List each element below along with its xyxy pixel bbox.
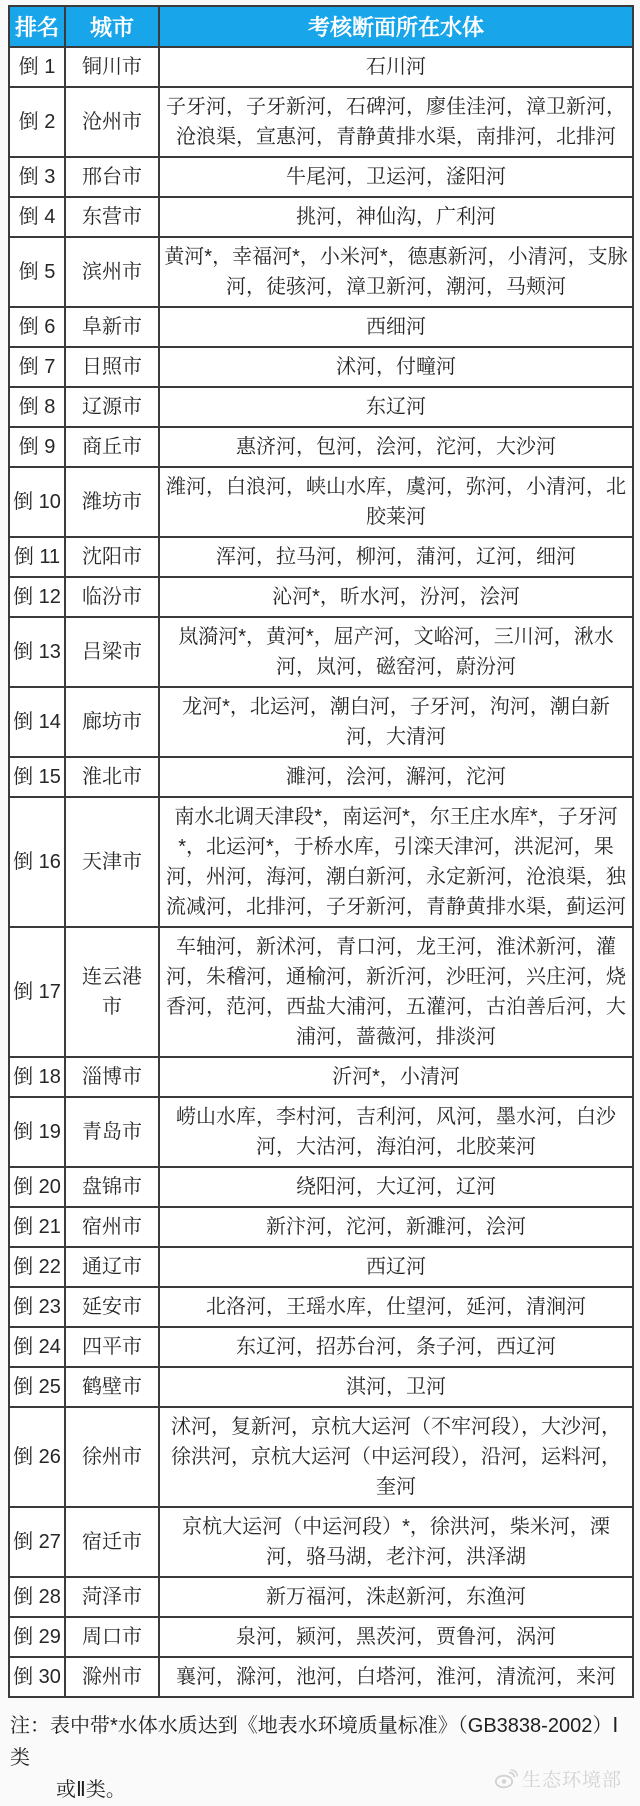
waters-cell: 泉河，颍河，黑茨河，贾鲁河，涡河 xyxy=(159,1617,633,1657)
rank-cell: 倒 28 xyxy=(9,1577,65,1617)
ranking-table xyxy=(8,5,634,1698)
rank-cell: 倒 3 xyxy=(9,157,65,197)
city-cell: 徐州市 xyxy=(65,1407,159,1507)
waters-cell: 濉河，浍河，澥河，沱河 xyxy=(159,757,633,797)
city-cell: 鹤壁市 xyxy=(65,1367,159,1407)
waters-cell: 牛尾河，卫运河，滏阳河 xyxy=(159,157,633,197)
rank-cell: 倒 14 xyxy=(9,687,65,757)
waters-cell: 挑河，神仙沟，广利河 xyxy=(159,197,633,237)
waters-cell: 京杭大运河（中运河段）*，徐洪河，柴米河，溧河，骆马湖，老汴河，洪泽湖 xyxy=(159,1507,633,1577)
waters-cell: 潍河，白浪河，峡山水库，虞河，弥河，小清河，北胶莱河 xyxy=(159,467,633,537)
rank-cell: 倒 24 xyxy=(9,1327,65,1367)
waters-cell: 东辽河 xyxy=(159,387,633,427)
table-row xyxy=(9,687,633,757)
header-rank: 排名 xyxy=(9,6,65,47)
city-cell: 菏泽市 xyxy=(65,1577,159,1617)
table-row xyxy=(9,197,633,237)
table-row xyxy=(9,387,633,427)
table-row xyxy=(9,1407,633,1507)
waters-cell: 沂河*，小清河 xyxy=(159,1057,633,1097)
rank-cell: 倒 9 xyxy=(9,427,65,467)
city-cell: 盘锦市 xyxy=(65,1167,159,1207)
table-row xyxy=(9,927,633,1057)
city-cell: 沧州市 xyxy=(65,87,159,157)
waters-cell: 黄河*，幸福河*，小米河*，德惠新河，小清河，支脉河，徒骇河，漳卫新河，潮河，马颊河 xyxy=(159,237,633,307)
weibo-logo-icon xyxy=(494,1769,518,1789)
rank-cell: 倒 13 xyxy=(9,617,65,687)
waters-cell: 龙河*，北运河，潮白河，子牙河，泃河，潮白新河，大清河 xyxy=(159,687,633,757)
table-row xyxy=(9,797,633,927)
waters-cell: 惠济河，包河，浍河，沱河，大沙河 xyxy=(159,427,633,467)
city-cell: 天津市 xyxy=(65,797,159,927)
city-cell: 廊坊市 xyxy=(65,687,159,757)
waters-cell: 沭河，付疃河 xyxy=(159,347,633,387)
city-cell: 沈阳市 xyxy=(65,537,159,577)
waters-cell: 北洛河，王瑶水库，仕望河，延河，清涧河 xyxy=(159,1287,633,1327)
rank-cell: 倒 6 xyxy=(9,307,65,347)
table-row xyxy=(9,307,633,347)
rank-cell: 倒 19 xyxy=(9,1097,65,1167)
city-cell: 滁州市 xyxy=(65,1657,159,1697)
rank-cell: 倒 5 xyxy=(9,237,65,307)
table-row xyxy=(9,237,633,307)
header-row xyxy=(9,6,633,47)
rank-cell: 倒 27 xyxy=(9,1507,65,1577)
waters-cell: 西辽河 xyxy=(159,1247,633,1287)
rank-cell: 倒 22 xyxy=(9,1247,65,1287)
table-row xyxy=(9,1507,633,1577)
footnote-line-2: 或Ⅱ类。 xyxy=(56,1779,126,1801)
rank-cell: 倒 25 xyxy=(9,1367,65,1407)
rank-cell: 倒 29 xyxy=(9,1617,65,1657)
table-row xyxy=(9,157,633,197)
waters-cell: 沭河，复新河，京杭大运河（不牢河段），大沙河，徐洪河，京杭大运河（中运河段），沿河，运料河，奎河 xyxy=(159,1407,633,1507)
city-cell: 青岛市 xyxy=(65,1097,159,1167)
rank-cell: 倒 7 xyxy=(9,347,65,387)
rank-cell: 倒 30 xyxy=(9,1657,65,1697)
waters-cell: 新汴河，沱河，新濉河，浍河 xyxy=(159,1207,633,1247)
rank-cell: 倒 10 xyxy=(9,467,65,537)
rank-cell: 倒 2 xyxy=(9,87,65,157)
header-waters: 考核断面所在水体 xyxy=(159,6,633,47)
rank-cell: 倒 1 xyxy=(9,47,65,87)
city-cell: 临汾市 xyxy=(65,577,159,617)
footnote-line-1: 注：表中带*水体水质达到《地表水环境质量标准》（GB3838-2002）Ⅰ类 xyxy=(10,1715,619,1769)
table-row xyxy=(9,1367,633,1407)
city-cell: 淮北市 xyxy=(65,757,159,797)
city-cell: 周口市 xyxy=(65,1617,159,1657)
table-row xyxy=(9,1657,633,1697)
waters-cell: 东辽河，招苏台河，条子河，西辽河 xyxy=(159,1327,633,1367)
table-row xyxy=(9,757,633,797)
table-row xyxy=(9,347,633,387)
waters-cell: 沁河*，昕水河，汾河，浍河 xyxy=(159,577,633,617)
rank-cell: 倒 21 xyxy=(9,1207,65,1247)
table-row xyxy=(9,1577,633,1617)
waters-cell: 子牙河，子牙新河，石碑河，廖佳洼河，漳卫新河，沧浪渠，宣惠河，青静黄排水渠，南排河，北排河 xyxy=(159,87,633,157)
table-row xyxy=(9,1287,633,1327)
rank-cell: 倒 20 xyxy=(9,1167,65,1207)
table-header xyxy=(9,6,633,47)
table-row xyxy=(9,617,633,687)
city-cell: 宿州市 xyxy=(65,1207,159,1247)
rank-cell: 倒 4 xyxy=(9,197,65,237)
rank-cell: 倒 26 xyxy=(9,1407,65,1507)
city-cell: 邢台市 xyxy=(65,157,159,197)
watermark xyxy=(494,1765,622,1792)
table-row xyxy=(9,577,633,617)
city-cell: 商丘市 xyxy=(65,427,159,467)
waters-cell: 绕阳河，大辽河，辽河 xyxy=(159,1167,633,1207)
watermark-text: 生态环境部 xyxy=(521,1770,622,1791)
city-cell: 通辽市 xyxy=(65,1247,159,1287)
city-cell: 延安市 xyxy=(65,1287,159,1327)
table-row xyxy=(9,1097,633,1167)
city-cell: 四平市 xyxy=(65,1327,159,1367)
city-cell: 潍坊市 xyxy=(65,467,159,537)
table-row xyxy=(9,1247,633,1287)
waters-cell: 新万福河，洙赵新河，东渔河 xyxy=(159,1577,633,1617)
table-row xyxy=(9,427,633,467)
header-city: 城市 xyxy=(65,6,159,47)
rank-cell: 倒 8 xyxy=(9,387,65,427)
city-cell: 吕梁市 xyxy=(65,617,159,687)
table-row xyxy=(9,1327,633,1367)
city-cell: 阜新市 xyxy=(65,307,159,347)
table-row xyxy=(9,467,633,537)
city-cell: 日照市 xyxy=(65,347,159,387)
table-row xyxy=(9,537,633,577)
city-cell: 滨州市 xyxy=(65,237,159,307)
city-cell: 连云港市 xyxy=(65,927,159,1057)
rank-cell: 倒 12 xyxy=(9,577,65,617)
waters-cell: 西细河 xyxy=(159,307,633,347)
rank-cell: 倒 16 xyxy=(9,797,65,927)
waters-cell: 襄河，滁河，池河，白塔河，淮河，清流河，来河 xyxy=(159,1657,633,1697)
table-row xyxy=(9,1167,633,1207)
rank-cell: 倒 11 xyxy=(9,537,65,577)
waters-cell: 淇河，卫河 xyxy=(159,1367,633,1407)
waters-cell: 岚漪河*，黄河*，屈产河，文峪河，三川河，湫水河，岚河，磁窑河，蔚汾河 xyxy=(159,617,633,687)
table-row xyxy=(9,1617,633,1657)
rank-cell: 倒 18 xyxy=(9,1057,65,1097)
waters-cell: 崂山水库，李村河，吉利河，风河，墨水河，白沙河，大沽河，海泊河，北胶莱河 xyxy=(159,1097,633,1167)
waters-cell: 石川河 xyxy=(159,47,633,87)
waters-cell: 车轴河，新沭河，青口河，龙王河，淮沭新河，灌河，朱稽河，通榆河，新沂河，沙旺河，兴庄河，烧香河，范河，西盐大浦河，五灌河，古泊善后河，大浦河，蔷薇河，排淡河 xyxy=(159,927,633,1057)
table-row xyxy=(9,1207,633,1247)
rank-cell: 倒 17 xyxy=(9,927,65,1057)
city-cell: 宿迁市 xyxy=(65,1507,159,1577)
waters-cell: 南水北调天津段*，南运河*，尔王庄水库*，子牙河*，北运河*，于桥水库，引滦天津河，洪泥河，果河，州河，海河，潮白新河，永定新河，沧浪渠，独流减河，北排河，子牙新河，青静黄排水渠，蓟运河 xyxy=(159,797,633,927)
city-cell: 东营市 xyxy=(65,197,159,237)
rank-cell: 倒 15 xyxy=(9,757,65,797)
table-body xyxy=(9,47,633,1697)
rank-cell: 倒 23 xyxy=(9,1287,65,1327)
city-cell: 淄博市 xyxy=(65,1057,159,1097)
waters-cell: 浑河，拉马河，柳河，蒲河，辽河，细河 xyxy=(159,537,633,577)
city-cell: 辽源市 xyxy=(65,387,159,427)
table-row xyxy=(9,47,633,87)
table-row xyxy=(9,1057,633,1097)
table-row xyxy=(9,87,633,157)
city-cell: 铜川市 xyxy=(65,47,159,87)
